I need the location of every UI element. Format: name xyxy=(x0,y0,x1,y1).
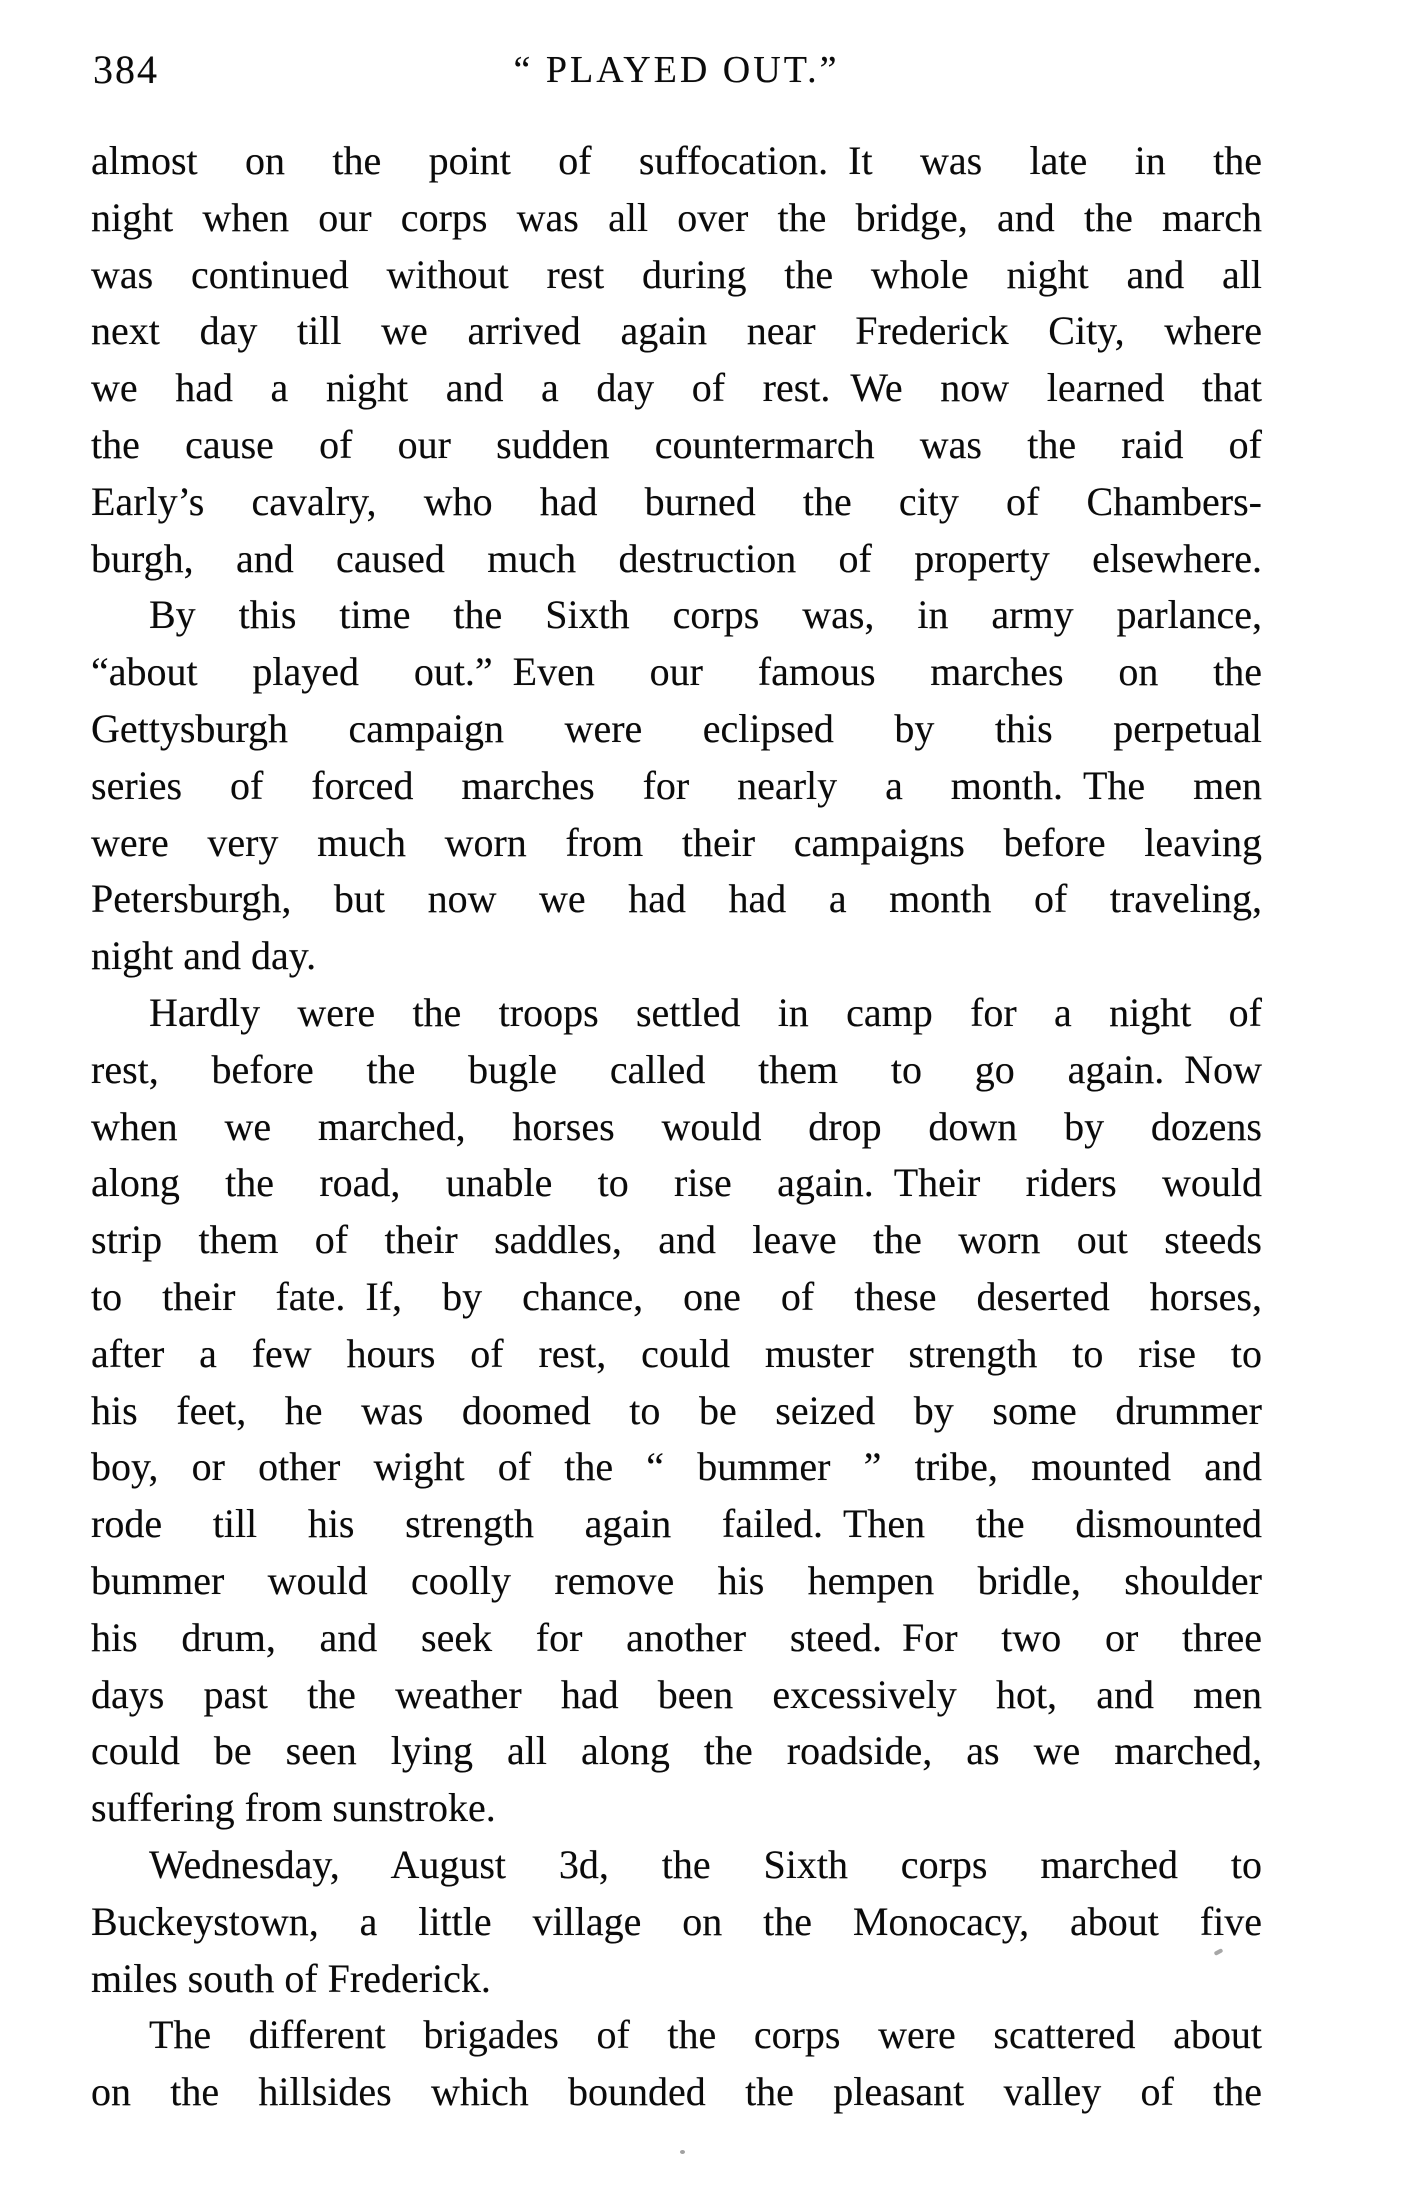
text-line: “about played out.” Even our famous marches on the xyxy=(91,649,1262,695)
running-title: “ PLAYED OUT.” xyxy=(513,49,840,91)
text-line: could be seen lying all along the roadside, as we marched, xyxy=(91,1728,1262,1774)
text-line: after a few hours of rest, could muster strength to rise to xyxy=(91,1330,1262,1376)
text-line: next day till we arrived again near Frederick City, where xyxy=(91,308,1262,354)
text-line: were very much worn from their campaigns before leaving xyxy=(91,819,1262,865)
text-line: By this time the Sixth corps was, in army parlance, xyxy=(149,592,1262,638)
text-line: miles south of Frederick. xyxy=(91,1955,491,2001)
text-line: we had a night and a day of rest. We now learned that xyxy=(91,365,1262,411)
text-line: along the road, unable to rise again. Their riders would xyxy=(91,1160,1262,1206)
text-line: Early’s cavalry, who had burned the city of Chambers- xyxy=(91,478,1262,524)
text-line: his feet, he was doomed to be seized by some drummer xyxy=(91,1387,1262,1433)
page-number: 384 xyxy=(93,47,159,92)
text-line: series of forced marches for nearly a month. The men xyxy=(91,762,1262,808)
text-line: strip them of their saddles, and leave the worn out steeds xyxy=(91,1217,1262,1263)
text-line: Gettysburgh campaign were eclipsed by this perpetual xyxy=(91,705,1262,751)
page-header xyxy=(91,47,1262,94)
text-line: boy, or other wight of the “ bummer ” tribe, mounted and xyxy=(91,1444,1262,1490)
text-line: the cause of our sudden countermarch was the raid of xyxy=(91,421,1262,467)
text-line: The different brigades of the corps were scattered about xyxy=(149,2012,1262,2058)
text-line: Wednesday, August 3d, the Sixth corps marched to xyxy=(149,1841,1262,1887)
text-line: on the hillsides which bounded the pleasant valley of the xyxy=(91,2069,1262,2115)
text-line: days past the weather had been excessively hot, and men xyxy=(91,1671,1262,1717)
text-line: Petersburgh, but now we had had a month of traveling, xyxy=(91,876,1262,922)
text-line: night when our corps was all over the bridge, and the march xyxy=(91,194,1262,240)
scan-speck xyxy=(680,2150,685,2154)
text-line: night and day. xyxy=(91,933,317,979)
text-line: was continued without rest during the whole night and all xyxy=(91,251,1262,297)
text-line: Hardly were the troops settled in camp for a night of xyxy=(149,989,1262,1035)
text-line: burgh, and caused much destruction of property elsewhere. xyxy=(91,535,1262,581)
text-line: bummer would coolly remove his hempen bridle, shoulder xyxy=(91,1557,1262,1603)
text-line: when we marched, horses would drop down by dozens xyxy=(91,1103,1262,1149)
page-body xyxy=(91,133,1262,2121)
text-line: rest, before the bugle called them to go again. Now xyxy=(91,1046,1262,1092)
text-line: rode till his strength again failed. Then the dismounted xyxy=(91,1501,1262,1547)
text-line: Buckeystown, a little village on the Monocacy, about five xyxy=(91,1898,1262,1944)
text-line: suffering from sunstroke. xyxy=(91,1785,496,1831)
text-line: to their fate. If, by chance, one of these deserted horses, xyxy=(91,1273,1262,1319)
text-line: his drum, and seek for another steed. For two or three xyxy=(91,1614,1262,1660)
text-line: almost on the point of suffocation. It was late in the xyxy=(91,138,1262,183)
